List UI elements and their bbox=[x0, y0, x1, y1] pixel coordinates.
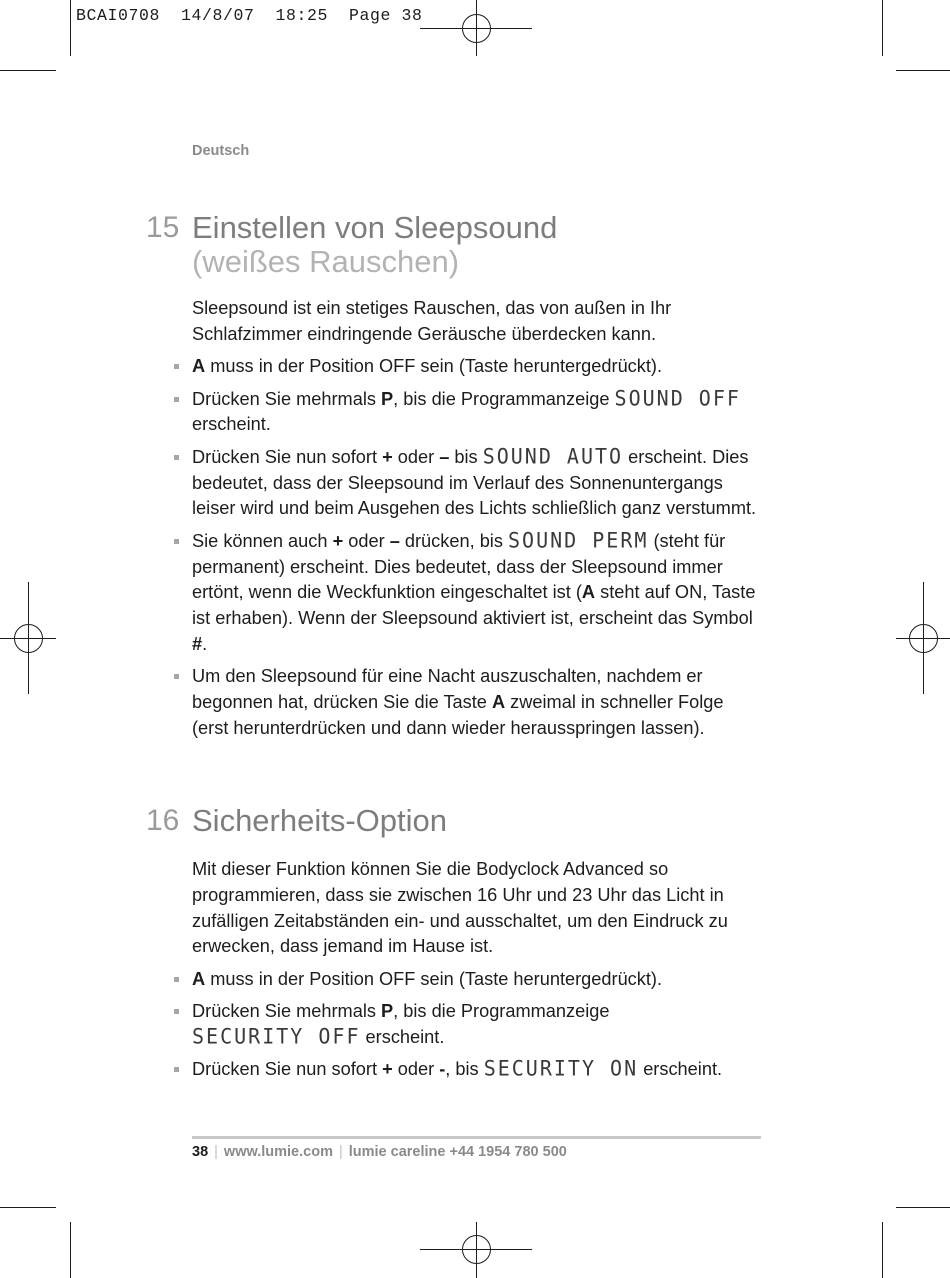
section-title bbox=[192, 804, 447, 838]
crop-mark bbox=[70, 0, 71, 56]
list-item: Drücken Sie nun sofort + oder – bis SOUND AUTO erscheint. Dies bedeutet, dass der Sleepsound im Verlauf des Sonnenuntergangs leiser wird und beim Ausgehen des Lichts schließlich ganz verstummt. bbox=[192, 445, 762, 522]
print-slug: BCAI0708 14/8/07 18:25 Page 38 bbox=[76, 6, 423, 25]
instruction-list bbox=[192, 354, 762, 742]
crop-mark bbox=[0, 70, 56, 71]
crop-mark bbox=[882, 1222, 883, 1278]
list-item: A muss in der Position OFF sein (Taste heruntergedrückt). bbox=[192, 354, 762, 380]
intro-paragraph: Mit dieser Funktion können Sie die Bodyclock Advanced so programmieren, dass sie zwischen 16 Uhr und 23 Uhr das Licht in zufälligen Zeitabständen ein- und ausschaltet, um den Eindruck zu erwecken, dass jemand im Hause ist. bbox=[192, 859, 728, 957]
instruction-list bbox=[192, 967, 762, 1083]
crop-mark bbox=[882, 0, 883, 56]
list-item: Drücken Sie mehrmals P, bis die Programmanzeige SOUND OFF erscheint. bbox=[192, 387, 762, 439]
section-number: 16 bbox=[146, 804, 180, 837]
section-title bbox=[192, 211, 557, 279]
crop-mark bbox=[70, 1222, 71, 1278]
footer-careline: lumie careline +44 1954 780 500 bbox=[348, 1144, 567, 1160]
lcd-display-text: SOUND OFF bbox=[614, 384, 741, 411]
lcd-display-text: SOUND PERM bbox=[508, 526, 649, 553]
intro-paragraph: Sleepsound ist ein stetiges Rauschen, das von außen in Ihr Schlafzimmer eindringende Geräusche überdecken kann. bbox=[192, 298, 672, 344]
section-15-body bbox=[192, 296, 762, 742]
footer-separator: | bbox=[214, 1144, 218, 1160]
crop-mark bbox=[896, 1207, 950, 1208]
list-item: Drücken Sie nun sofort + oder -, bis SECURITY ON erscheint. bbox=[192, 1057, 762, 1083]
list-item: Sie können auch + oder – drücken, bis SOUND PERM (steht für permanent) erscheint. Dies bedeutet, dass der Sleepsound immer ertönt, wenn die Weckfunktion eingeschaltet ist (A steht auf ON, Taste ist erhaben). Wenn der Sleepsound aktiviert ist, erscheint das Symbol #. bbox=[192, 529, 762, 658]
title-main: Einstellen von Sleepsound bbox=[192, 210, 558, 245]
section-16-body bbox=[192, 857, 762, 1083]
title-main: Sicherheits-Option bbox=[192, 803, 448, 838]
lcd-display-text: SECURITY ON bbox=[483, 1055, 639, 1082]
lcd-display-text: SECURITY OFF bbox=[192, 1023, 361, 1049]
lcd-display-text: SOUND AUTO bbox=[482, 442, 624, 469]
list-item: A muss in der Position OFF sein (Taste heruntergedrückt). bbox=[192, 967, 762, 993]
footer-rule bbox=[192, 1136, 761, 1139]
title-subtitle: (weißes Rauschen) bbox=[192, 244, 460, 279]
list-item: Drücken Sie mehrmals P, bis die Programmanzeige SECURITY OFF erscheint. bbox=[192, 999, 762, 1051]
list-item: Um den Sleepsound für eine Nacht auszuschalten, nachdem er begonnen hat, drücken Sie die Taste A zweimal in schneller Folge (erst herunterdrücken und dann wieder herausspringen lassen). bbox=[192, 664, 762, 741]
section-number: 15 bbox=[146, 211, 180, 244]
crop-mark bbox=[896, 70, 950, 71]
language-label: Deutsch bbox=[192, 143, 250, 159]
page-number: 38 bbox=[192, 1144, 209, 1160]
footer-website: www.lumie.com bbox=[223, 1144, 333, 1160]
footer-separator: | bbox=[338, 1144, 343, 1160]
crop-mark bbox=[0, 1207, 56, 1208]
footer bbox=[192, 1144, 567, 1160]
